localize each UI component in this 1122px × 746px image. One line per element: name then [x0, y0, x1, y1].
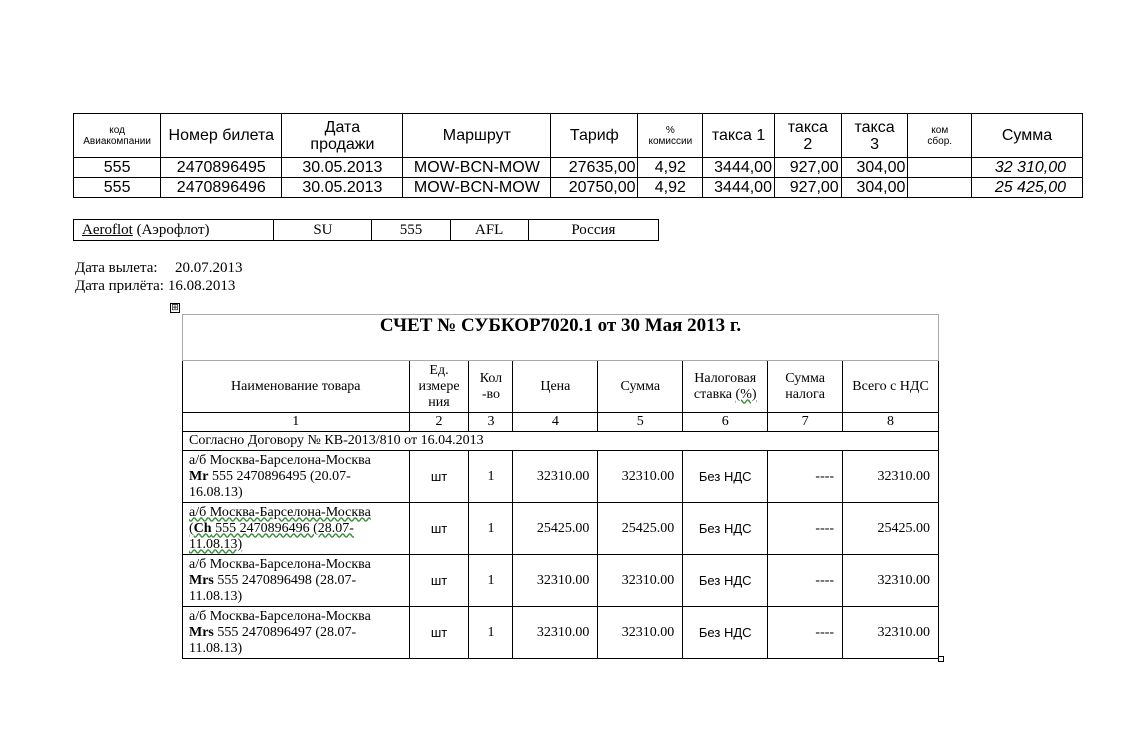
invoice-item-row: [183, 451, 939, 503]
cell-fee: [908, 178, 972, 198]
airline-iata: SU: [274, 220, 372, 241]
item-price: 25425.00: [513, 503, 598, 555]
item-price: 32310.00: [513, 555, 598, 607]
col-number: 2: [409, 413, 469, 432]
tickets-header-row: [74, 114, 1083, 158]
item-total: 25425.00: [843, 503, 939, 555]
item-sum: 25425.00: [598, 503, 683, 555]
header-fee: ком сбор.: [908, 114, 972, 158]
tickets-table: [73, 113, 1083, 198]
header-tax1: такса 1: [703, 114, 775, 158]
item-tax-sum: ----: [768, 555, 843, 607]
invoice-table: [182, 314, 939, 659]
item-qty: 1: [469, 607, 513, 659]
col-number: 5: [598, 413, 683, 432]
item-tax-sum: ----: [768, 607, 843, 659]
header-ticket-number: Номер билета: [161, 114, 282, 158]
col-tax-sum: Сумма налога: [768, 361, 843, 413]
agreement-row: [183, 432, 939, 451]
item-qty: 1: [469, 555, 513, 607]
item-unit: шт: [409, 607, 469, 659]
cell-tax3: 304,00: [841, 178, 908, 198]
arrival-label: Дата прилёта:: [75, 278, 164, 294]
col-number: 4: [513, 413, 598, 432]
item-tax-rate: Без НДС: [683, 503, 768, 555]
col-number: 7: [768, 413, 843, 432]
item-tax-sum: ----: [768, 451, 843, 503]
col-number: 3: [469, 413, 513, 432]
header-tax3: такса 3: [841, 114, 908, 158]
item-total: 32310.00: [843, 451, 939, 503]
cell-fee: [908, 158, 972, 178]
item-tax-rate: Без НДС: [683, 451, 768, 503]
ticket-row: [74, 178, 1083, 198]
departure-date: 20.07.2013: [175, 260, 243, 276]
item-total: 32310.00: [843, 607, 939, 659]
item-qty: 1: [469, 451, 513, 503]
item-tax-rate: Без НДС: [683, 607, 768, 659]
item-sum: 32310.00: [598, 607, 683, 659]
ticket-row: [74, 158, 1083, 178]
item-price: 32310.00: [513, 607, 598, 659]
col-name: Наименование товара: [183, 361, 410, 413]
header-tax2: такса 2: [774, 114, 841, 158]
cell-route: MOW-BCN-MOW: [403, 178, 551, 198]
item-tax-rate: Без НДС: [683, 555, 768, 607]
header-sale-date: Дата продажи: [282, 114, 403, 158]
item-name: а/б Москва-Барселона-Москва Mrs 555 2470896497 (28.07- 11.08.13): [183, 607, 410, 659]
item-name: а/б Москва-Барселона-Москва (Ch 555 2470896496 (28.07- 11.08.13): [183, 503, 410, 555]
departure-date-line: [75, 260, 243, 277]
cell-ticket: 2470896496: [161, 178, 282, 198]
cell-ticket: 2470896495: [161, 158, 282, 178]
header-route: Маршрут: [403, 114, 551, 158]
cell-tariff: 20750,00: [551, 178, 638, 198]
item-sum: 32310.00: [598, 451, 683, 503]
resize-square-icon[interactable]: [938, 656, 944, 662]
invoice-item-row: [183, 555, 939, 607]
col-price: Цена: [513, 361, 598, 413]
invoice-header-row: [183, 361, 939, 413]
cell-sum: 25 425,00: [972, 178, 1083, 198]
cell-tax1: 3444,00: [703, 158, 775, 178]
cell-tariff: 27635,00: [551, 158, 638, 178]
cell-code: 555: [74, 158, 161, 178]
arrival-date-line: [75, 278, 235, 295]
header-sum: Сумма: [972, 114, 1083, 158]
invoice-title: СЧЕТ № СУБКОР7020.1 от 30 Мая 2013 г.: [183, 315, 939, 361]
cell-route: MOW-BCN-MOW: [403, 158, 551, 178]
col-qty: Кол -во: [469, 361, 513, 413]
cell-tax1: 3444,00: [703, 178, 775, 198]
header-tariff: Тариф: [551, 114, 638, 158]
header-airline-code: код Авиакомпании: [74, 114, 161, 158]
departure-label: Дата вылета:: [75, 260, 158, 276]
header-commission: % комиссии: [638, 114, 703, 158]
item-name: а/б Москва-Барселона-Москва Mr 555 2470896495 (20.07- 16.08.13): [183, 451, 410, 503]
col-number: 8: [843, 413, 939, 432]
item-unit: шт: [409, 451, 469, 503]
invoice-item-row: [183, 503, 939, 555]
airline-name: Aeroflot (Аэрофлот): [74, 220, 274, 241]
col-tax-rate: Налоговая ставка (%): [683, 361, 768, 413]
item-total: 32310.00: [843, 555, 939, 607]
invoice-number-row: [183, 413, 939, 432]
item-unit: шт: [409, 503, 469, 555]
cell-date: 30.05.2013: [282, 158, 403, 178]
invoice-item-row: [183, 607, 939, 659]
cell-commission: 4,92: [638, 158, 703, 178]
airline-country: Россия: [528, 220, 658, 241]
cell-sum: 32 310,00: [972, 158, 1083, 178]
cell-date: 30.05.2013: [282, 178, 403, 198]
col-number: 6: [683, 413, 768, 432]
cell-tax3: 304,00: [841, 158, 908, 178]
airline-row: [74, 220, 659, 241]
move-cross-icon[interactable]: ⊞: [171, 303, 179, 313]
cell-tax2: 927,00: [774, 158, 841, 178]
cell-code: 555: [74, 178, 161, 198]
airline-table: [73, 219, 659, 241]
item-sum: 32310.00: [598, 555, 683, 607]
invoice-title-row: [183, 315, 939, 361]
col-sum: Сумма: [598, 361, 683, 413]
agreement-text: Согласно Договору № КВ-2013/810 от 16.04.2013: [183, 432, 939, 451]
item-qty: 1: [469, 503, 513, 555]
airline-icao: AFL: [450, 220, 528, 241]
item-name: а/б Москва-Барселона-Москва Mrs 555 2470896498 (28.07- 11.08.13): [183, 555, 410, 607]
col-total: Всего с НДС: [843, 361, 939, 413]
col-unit: Ед. измере ния: [409, 361, 469, 413]
airline-code: 555: [372, 220, 450, 241]
cell-commission: 4,92: [638, 178, 703, 198]
item-unit: шт: [409, 555, 469, 607]
arrival-date: 16.08.2013: [167, 278, 236, 294]
item-price: 32310.00: [513, 451, 598, 503]
col-number: 1: [183, 413, 410, 432]
item-tax-sum: ----: [768, 503, 843, 555]
cell-tax2: 927,00: [774, 178, 841, 198]
